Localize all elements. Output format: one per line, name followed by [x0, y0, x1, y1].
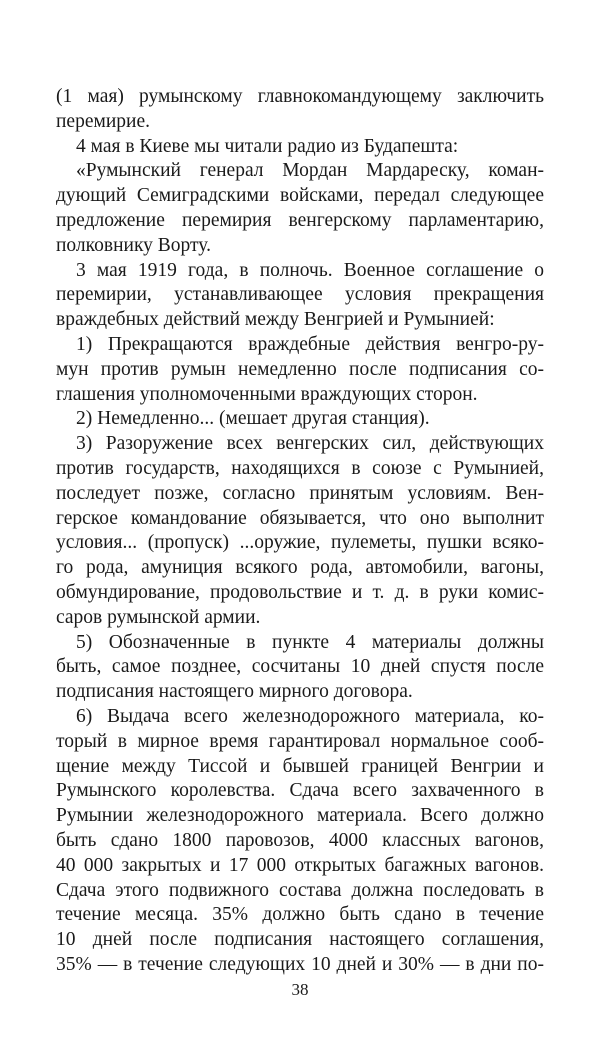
text-line: против государств, находящихся в союзе с Румынией, [56, 457, 544, 479]
text-line: враждебных действий между Венгрией и Румынией: [56, 309, 495, 331]
text-line: течение месяца. 35% должно быть сдано в течение [56, 904, 544, 926]
text-line: перемирии, устанавливающее условия прекращения [56, 284, 544, 306]
text-line: 1) Прекращаются враждебные действия венгро-ру- [76, 333, 544, 355]
text-line: быть, самое позднее, сосчитаны 10 дней спустя после [56, 656, 544, 678]
text-line: полковнику Ворту. [56, 234, 211, 256]
text-line: обмундирование, продовольствие и т. д. в руки комис- [56, 581, 544, 603]
text-line: 10 дней после подписания настоящего соглашения, [56, 929, 544, 951]
text-line: го рода, амуниция всякого рода, автомобили, вагоны, [56, 557, 544, 579]
text-line: 3 мая 1919 года, в полночь. Военное соглашение о [76, 259, 544, 281]
text-line: саров румынской армии. [56, 606, 261, 628]
text-line: торый в мирное время гарантировал нормальное сооб- [56, 730, 544, 752]
text-line: предложение перемирия венгерскому парламентарию, [56, 209, 544, 231]
page-number: 38 [291, 980, 309, 999]
text-line: быть сдано 1800 паровозов, 4000 классных вагонов, [56, 829, 544, 851]
text-line: «Румынский генерал Мордан Мардареску, коман- [76, 160, 544, 182]
text-line: 4 мая в Киеве мы читали радио из Будапешта: [76, 135, 459, 157]
page-body-text [56, 85, 544, 978]
text-line: мун против румын немедленно после подписания со- [56, 358, 544, 380]
text-line: последует позже, согласно принятым условиям. Вен- [56, 482, 544, 504]
text-line: Румынии железнодорожного материала. Всего должно [56, 805, 544, 827]
text-line: 40 000 закрытых и 17 000 открытых багажных вагонов. [56, 854, 544, 876]
text-line: 5) Обозначенные в пункте 4 материалы должны [76, 631, 544, 653]
text-line: перемирие. [56, 110, 150, 132]
text-line: 35% — в течение следующих 10 дней и 30% — в дни по- [56, 953, 544, 975]
text-line: 3) Разоружение всех венгерских сил, действующих [76, 433, 544, 455]
text-line: Румынского королевства. Сдача всего захваченного в [56, 780, 544, 802]
text-line: подписания настоящего мирного договора. [56, 681, 413, 703]
text-line: 6) Выдача всего железнодорожного материала, ко- [76, 705, 544, 727]
text-line: герское командование обязывается, что оно выполнит [56, 507, 544, 529]
text-line: дующий Семиградскими войсками, передал следующее [56, 185, 544, 207]
text-line: условия... (пропуск) ...оружие, пулеметы, пушки всяко- [56, 532, 544, 554]
text-line: глашения уполномоченными враждующих сторон. [56, 383, 478, 405]
text-line: (1 мая) румынскому главнокомандующему заключить [56, 86, 544, 107]
text-line: Сдача этого подвижного состава должна последовать в [56, 879, 544, 901]
text-line: 2) Немедленно... (мешает другая станция). [76, 408, 430, 430]
text-line: щение между Тиссой и бывшей границей Венгрии и [56, 755, 544, 777]
